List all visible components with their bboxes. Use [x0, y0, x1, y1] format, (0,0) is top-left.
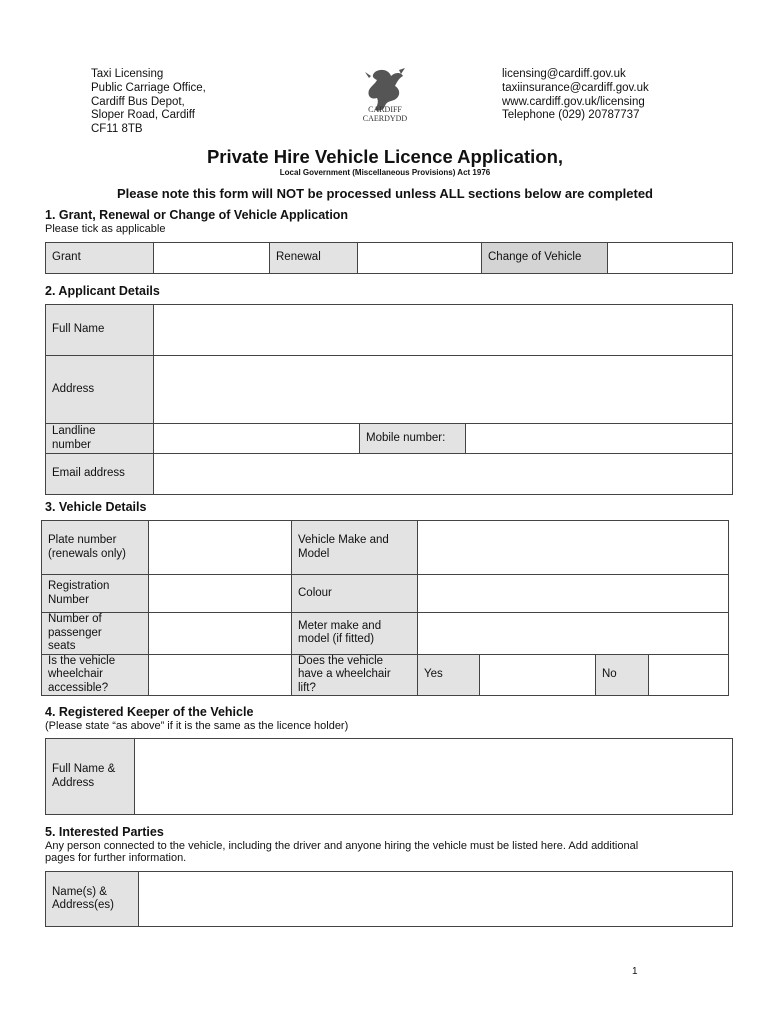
- logo-text-cardiff: CARDIFF: [368, 105, 402, 114]
- keeper-label: [46, 739, 135, 815]
- contact-email[interactable]: licensing@cardiff.gov.uk: [502, 68, 626, 80]
- meter-label: [292, 613, 418, 655]
- email-label: Email address: [46, 454, 154, 495]
- section1-note: Please tick as applicable: [45, 223, 166, 235]
- section4-note: (Please state “as above” if it is the same as the licence holder): [45, 720, 349, 732]
- page-subtitle: Local Government (Miscellaneous Provisions) Act 1976: [279, 168, 491, 177]
- keeper-label-line: Address: [52, 776, 95, 789]
- email-field[interactable]: [154, 454, 733, 495]
- seats-label-line: Number of: [48, 613, 102, 625]
- change-of-vehicle-checkbox[interactable]: [608, 243, 733, 274]
- wheelchair-lift-label: [292, 654, 418, 696]
- contact-insurance-email[interactable]: taxiinsurance@cardiff.gov.uk: [502, 81, 649, 94]
- landline-label-line: Landline: [52, 425, 96, 437]
- passenger-seats-label: [42, 613, 149, 655]
- change-of-vehicle-label: Change of Vehicle: [482, 243, 608, 274]
- colour-field[interactable]: [418, 575, 729, 613]
- section4-heading: 4. Registered Keeper of the Vehicle: [45, 705, 254, 719]
- plate-label-line: (renewals only): [48, 547, 126, 560]
- page-title: Private Hire Vehicle Licence Application,: [206, 146, 564, 167]
- landline-label-line: number: [52, 438, 91, 451]
- passenger-seats-field[interactable]: [149, 613, 292, 655]
- registration-label-line: Number: [48, 593, 89, 606]
- renewal-label: Renewal: [270, 243, 358, 274]
- accessible-label-line: Is the vehicle: [48, 654, 116, 667]
- seats-label-line: passenger: [48, 626, 102, 639]
- section5-note-line: Any person connected to the vehicle, including the driver and anyone hiring the vehicle must be listed here. Add additional: [45, 840, 639, 852]
- meter-field[interactable]: [418, 613, 729, 655]
- registration-field[interactable]: [149, 575, 292, 613]
- address-line: Sloper Road, Cardiff: [91, 109, 195, 122]
- contact-details: [502, 68, 649, 123]
- section3-heading: 3. Vehicle Details: [45, 500, 147, 514]
- section5-heading: 5. Interested Parties: [45, 825, 164, 839]
- colour-label: Colour: [292, 575, 418, 613]
- address-line: CF11 8TB: [91, 123, 143, 136]
- landline-label: [46, 424, 154, 454]
- vehicle-make-label: [292, 521, 418, 575]
- address-line: Taxi Licensing: [91, 68, 164, 80]
- mobile-label: Mobile number:: [360, 424, 466, 454]
- page-number: 1: [632, 966, 638, 977]
- grant-checkbox[interactable]: [154, 243, 270, 274]
- section2-heading: 2. Applicant Details: [45, 284, 160, 298]
- registration-label: [42, 575, 149, 613]
- seats-label-line: seats: [48, 640, 76, 652]
- make-label-line: Model: [298, 547, 330, 560]
- keeper-label-line: Full Name &: [52, 763, 116, 775]
- wheelchair-accessible-field[interactable]: [149, 654, 292, 696]
- meter-label-line: Meter make and: [298, 619, 382, 632]
- full-name-label: Full Name: [46, 305, 154, 356]
- interested-parties-label: [46, 872, 139, 927]
- contact-website[interactable]: www.cardiff.gov.uk/licensing: [502, 95, 645, 108]
- address-line: Public Carriage Office,: [91, 81, 206, 94]
- parties-label-line: Name(s) &: [52, 885, 107, 898]
- registered-keeper-table: [45, 738, 733, 815]
- section5-note: [45, 840, 735, 864]
- lift-label-line: have a wheelchair: [298, 668, 391, 680]
- registration-label-line: Registration: [48, 580, 110, 592]
- application-type-table: [45, 242, 733, 274]
- plate-label-line: Plate number: [48, 534, 117, 546]
- accessible-label-line: wheelchair: [48, 668, 103, 680]
- no-checkbox[interactable]: [649, 654, 729, 696]
- applicant-details-table: [45, 304, 733, 495]
- lift-label-line: lift?: [298, 681, 316, 694]
- plate-number-field[interactable]: [149, 521, 292, 575]
- grant-label: Grant: [46, 243, 154, 274]
- renewal-checkbox[interactable]: [358, 243, 482, 274]
- interested-parties-field[interactable]: [139, 872, 733, 927]
- yes-checkbox[interactable]: [480, 654, 596, 696]
- wheelchair-accessible-label: [42, 654, 149, 696]
- completion-notice: Please note this form will NOT be processed unless ALL sections below are completed: [116, 186, 654, 201]
- contact-telephone: Telephone (029) 20787737: [502, 109, 640, 122]
- plate-number-label: [42, 521, 149, 575]
- meter-label-line: model (if fitted): [298, 633, 375, 646]
- parties-label-line: Address(es): [52, 899, 114, 911]
- section5-note-line: pages for further information.: [45, 852, 187, 864]
- yes-label: Yes: [418, 654, 480, 696]
- make-label-line: Vehicle Make and: [298, 534, 389, 546]
- keeper-field[interactable]: [135, 739, 733, 815]
- landline-field[interactable]: [154, 424, 360, 454]
- accessible-label-line: accessible?: [48, 681, 109, 694]
- address-field[interactable]: [154, 356, 733, 424]
- lift-label-line: Does the vehicle: [298, 654, 384, 667]
- logo-text-caerdydd: CAERDYDD: [362, 113, 408, 123]
- council-logo: [355, 66, 415, 126]
- address-label: Address: [46, 356, 154, 424]
- interested-parties-table: [45, 871, 733, 927]
- no-label: No: [596, 654, 649, 696]
- office-address: [91, 68, 206, 137]
- vehicle-details-table: [41, 520, 729, 696]
- section1-heading: 1. Grant, Renewal or Change of Vehicle Application: [45, 208, 349, 222]
- address-line: Cardiff Bus Depot,: [91, 95, 185, 108]
- full-name-field[interactable]: [154, 305, 733, 356]
- vehicle-make-field[interactable]: [418, 521, 729, 575]
- mobile-field[interactable]: [466, 424, 733, 454]
